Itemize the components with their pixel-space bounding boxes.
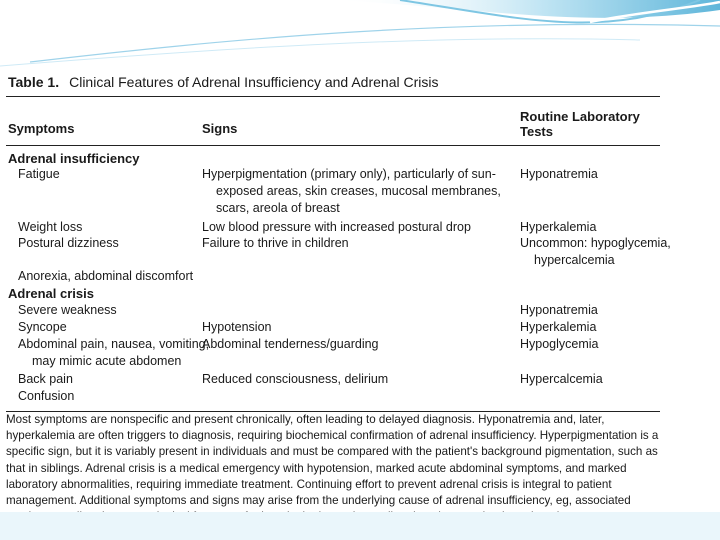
table-label: Table 1. (8, 74, 60, 90)
symptom-abdominal-pain: Abdominal pain, nausea, vomiting; may mimic acute abdomen (18, 337, 210, 368)
lab-hyperkalemia: Hyperkalemia (520, 220, 597, 234)
bottom-strip (0, 512, 720, 540)
sign-abdominal-tenderness: Abdominal tenderness/guarding (202, 337, 379, 351)
symptom-severe-weakness: Severe weakness (18, 303, 117, 317)
table-footnote: Most symptoms are nonspecific and present chronically, often leading to delayed diagnosis. Hyponatremia and, later, hyperkalemia are often triggers to diagnosis, requiring biochemical confirmation of adrenal insufficiency. Hyperpigmentation is a specific sign, but it is variably present in individuals and must be compared with the patient's background pigmentation, such as that in siblings. Adrenal crisis is a medical emergency with hypotension, marked acute abdominal symptoms, and marked laboratory abnormalities, requiring immediate treatment. Continuing effort to prevent adrenal crisis is integral to patient management. Additional symptoms and signs may arise from the underlying cause of adrenal insufficiency, eg, associated (6, 413, 659, 508)
symptom-syncope: Syncope (18, 320, 67, 334)
sign-hyperpigmentation: Hyperpigmentation (primary only), particularly of sun-exposed areas, skin creases, mucosal membranes, scars, areola of breast (202, 167, 501, 215)
section-title-adrenal-crisis: Adrenal crisis (8, 286, 94, 301)
sign-failure-to-thrive: Failure to thrive in children (202, 236, 349, 250)
lab-hypercalcemia-crisis: Hypercalcemia (520, 372, 603, 386)
clinical-features-table (6, 70, 671, 412)
lab-uncommon: Uncommon: hypoglycemia, hypercalcemia (520, 236, 671, 267)
lab-hyperkalemia-crisis: Hyperkalemia (520, 320, 597, 334)
sign-reduced-consciousness: Reduced consciousness, delirium (202, 372, 389, 386)
header-decoration (0, 0, 720, 70)
symptom-postural-dizziness: Postural dizziness (18, 236, 119, 250)
symptom-anorexia: Anorexia, abdominal discomfort (18, 269, 194, 283)
header-symptoms: Symptoms (8, 121, 75, 136)
header-signs: Signs (202, 121, 238, 136)
table-header (6, 97, 660, 146)
symptom-back-pain: Back pain (18, 372, 73, 386)
sign-hypotension: Hypotension (202, 320, 272, 334)
header-labs-line1: Routine Laboratory (520, 109, 640, 124)
table-caption: Clinical Features of Adrenal Insufficiency and Adrenal Crisis (69, 74, 439, 90)
symptom-weight-loss: Weight loss (18, 220, 83, 234)
header-labs-line2: Tests (520, 124, 553, 139)
table-title (6, 70, 660, 97)
header-labs (520, 109, 640, 139)
lab-hyponatremia: Hyponatremia (520, 167, 598, 181)
lab-hyponatremia-crisis: Hyponatremia (520, 303, 598, 317)
symptom-fatigue: Fatigue (18, 167, 60, 181)
section-title-adrenal-insufficiency: Adrenal insufficiency (8, 151, 140, 166)
lab-hypoglycemia-crisis: Hypoglycemia (520, 337, 599, 351)
sign-low-blood-pressure: Low blood pressure with increased postural drop (202, 220, 471, 234)
symptom-confusion: Confusion (18, 389, 75, 403)
table-body (6, 146, 671, 412)
